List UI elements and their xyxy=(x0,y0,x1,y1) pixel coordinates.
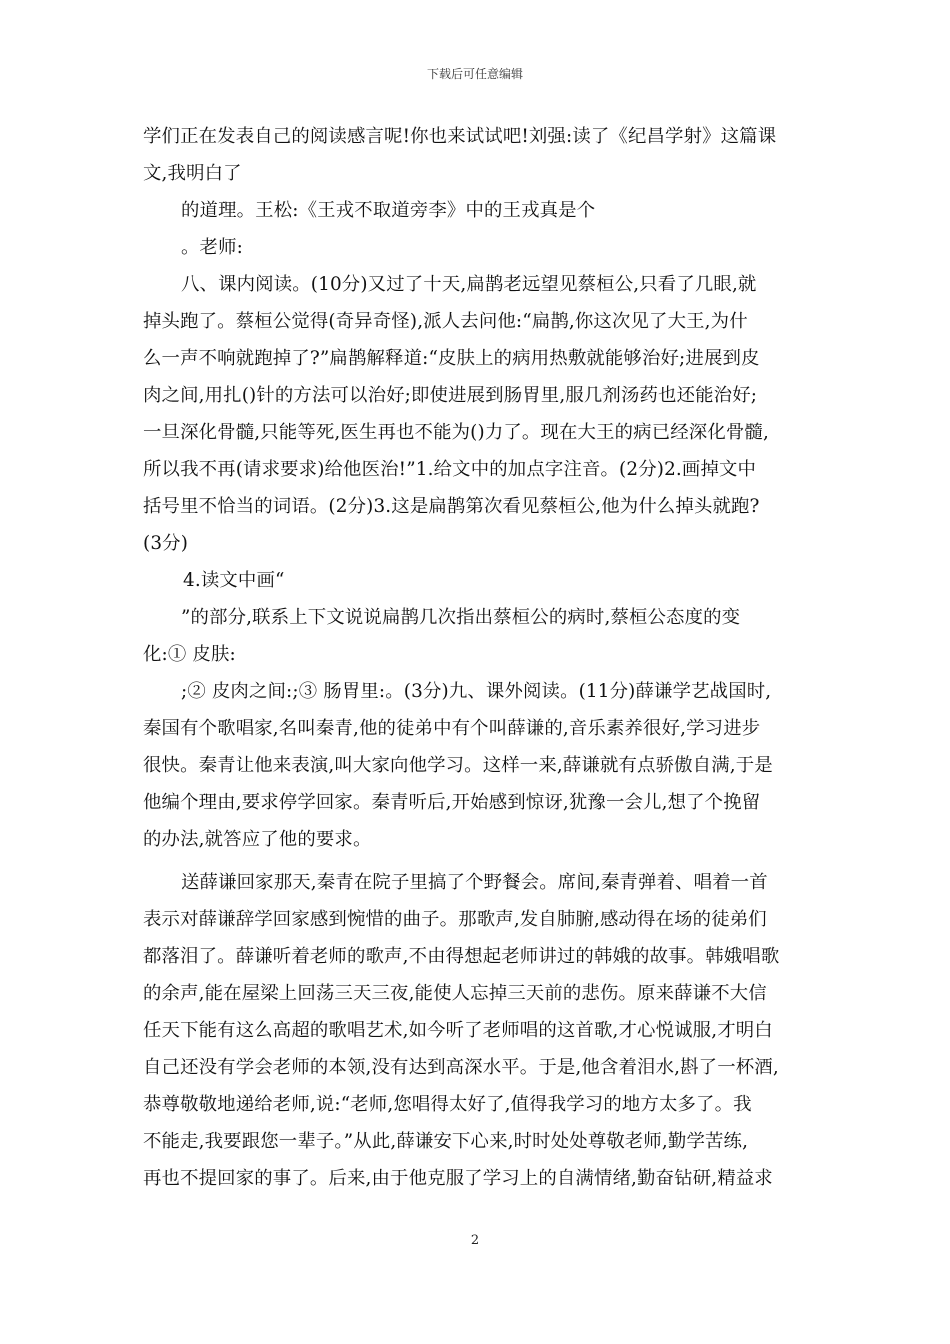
text-line: 自己还没有学会老师的本领,没有达到高深水平。于是,他含着泪水,斟了一杯酒, xyxy=(143,1057,779,1078)
text-line: 秦国有个歌唱家,名叫秦青,他的徒弟中有个叫薛谦的,音乐素养很好,学习进步 xyxy=(143,718,761,739)
text-line: 肉之间,用扎()针的方法可以治好;即使进展到肠胃里,服几剂汤药也还能治好; xyxy=(143,385,758,406)
text-line: 学们正在发表自己的阅读感言呢!你也来试试吧!刘强:读了《纪昌学射》这篇课 xyxy=(143,126,777,147)
text-line: 一旦深化骨髓,只能等死,医生再也不能为()力了。现在大王的病已经深化骨髓, xyxy=(143,422,769,443)
text-line: ;② 皮肉之间:;③ 肠胃里:。(3分)九、课外阅读。(11分)薛谦学艺战国时, xyxy=(181,681,772,702)
text-line: 恭尊敬敬地递给老师,说:“老师,您唱得太好了,值得我学习的地方太多了。我 xyxy=(143,1094,752,1115)
text-line: ”的部分,联系上下文说说扁鹊几次指出蔡桓公的病时,蔡桓公态度的变 xyxy=(181,607,741,628)
text-line: 很快。秦青让他来表演,叫大家向他学习。这样一来,薛谦就有点骄傲自满,于是 xyxy=(143,755,773,776)
page-number: 2 xyxy=(470,1233,480,1248)
text-line: 文,我明白了 xyxy=(143,163,242,184)
text-line: 的办法,就答应了他的要求。 xyxy=(143,829,372,850)
text-line: 都落泪了。薛谦听着老师的歌声,不由得想起老师讲过的韩娥的故事。韩娥唱歌 xyxy=(143,946,780,967)
text-line: 八、课内阅读。(10分)又过了十天,扁鹊老远望见蔡桓公,只看了几眼,就 xyxy=(181,274,757,295)
text-line: 。老师: xyxy=(181,237,243,258)
text-line: (3分) xyxy=(143,533,189,554)
text-line: 么一声不响就跑掉了?”扁鹊解释道:“皮肤上的病用热敷就能够治好;进展到皮 xyxy=(143,348,760,369)
text-line: 4.读文中画“ xyxy=(183,570,285,591)
text-line: 括号里不恰当的词语。(2分)3.这是扁鹊第次看见蔡桓公,他为什么掉头就跑? xyxy=(143,496,760,517)
text-line: 掉头跑了。蔡桓公觉得(奇异奇怪),派人去问他:“扁鹊,你这次见了大王,为什 xyxy=(143,311,748,332)
text-line: 他编个理由,要求停学回家。秦青听后,开始感到惊讶,犹豫一会儿,想了个挽留 xyxy=(143,792,761,813)
text-line: 任天下能有这么高超的歌唱艺术,如今听了老师唱的这首歌,才心悦诚服,才明白 xyxy=(143,1020,773,1041)
text-line: 表示对薛谦辞学回家感到惋惜的曲子。那歌声,发自肺腑,感动得在场的徒弟们 xyxy=(143,909,767,930)
document-body xyxy=(143,118,810,1197)
text-line: 化:① 皮肤: xyxy=(143,644,236,665)
text-line: 送薛谦回家那天,秦青在院子里搞了个野餐会。席间,秦青弹着、唱着一首 xyxy=(181,872,768,893)
text-line: 不能走,我要跟您一辈子。”从此,薛谦安下心来,时时处处尊敬老师,勤学苦练, xyxy=(143,1131,749,1152)
text-line: 所以我不再(请求要求)给他医治!”1.给文中的加点字注音。(2分)2.画掉文中 xyxy=(143,459,757,480)
page-header: 下载后可任意编辑 xyxy=(426,67,523,81)
text-line: 再也不提回家的事了。后来,由于他克服了学习上的自满情绪,勤奋钻研,精益求 xyxy=(143,1168,773,1189)
text-line: 的道理。王松:《王戎不取道旁李》中的王戎真是个 xyxy=(181,200,596,221)
text-line: 的余声,能在屋梁上回荡三天三夜,能使人忘掉三天前的悲伤。原来薛谦不大信 xyxy=(143,983,767,1004)
